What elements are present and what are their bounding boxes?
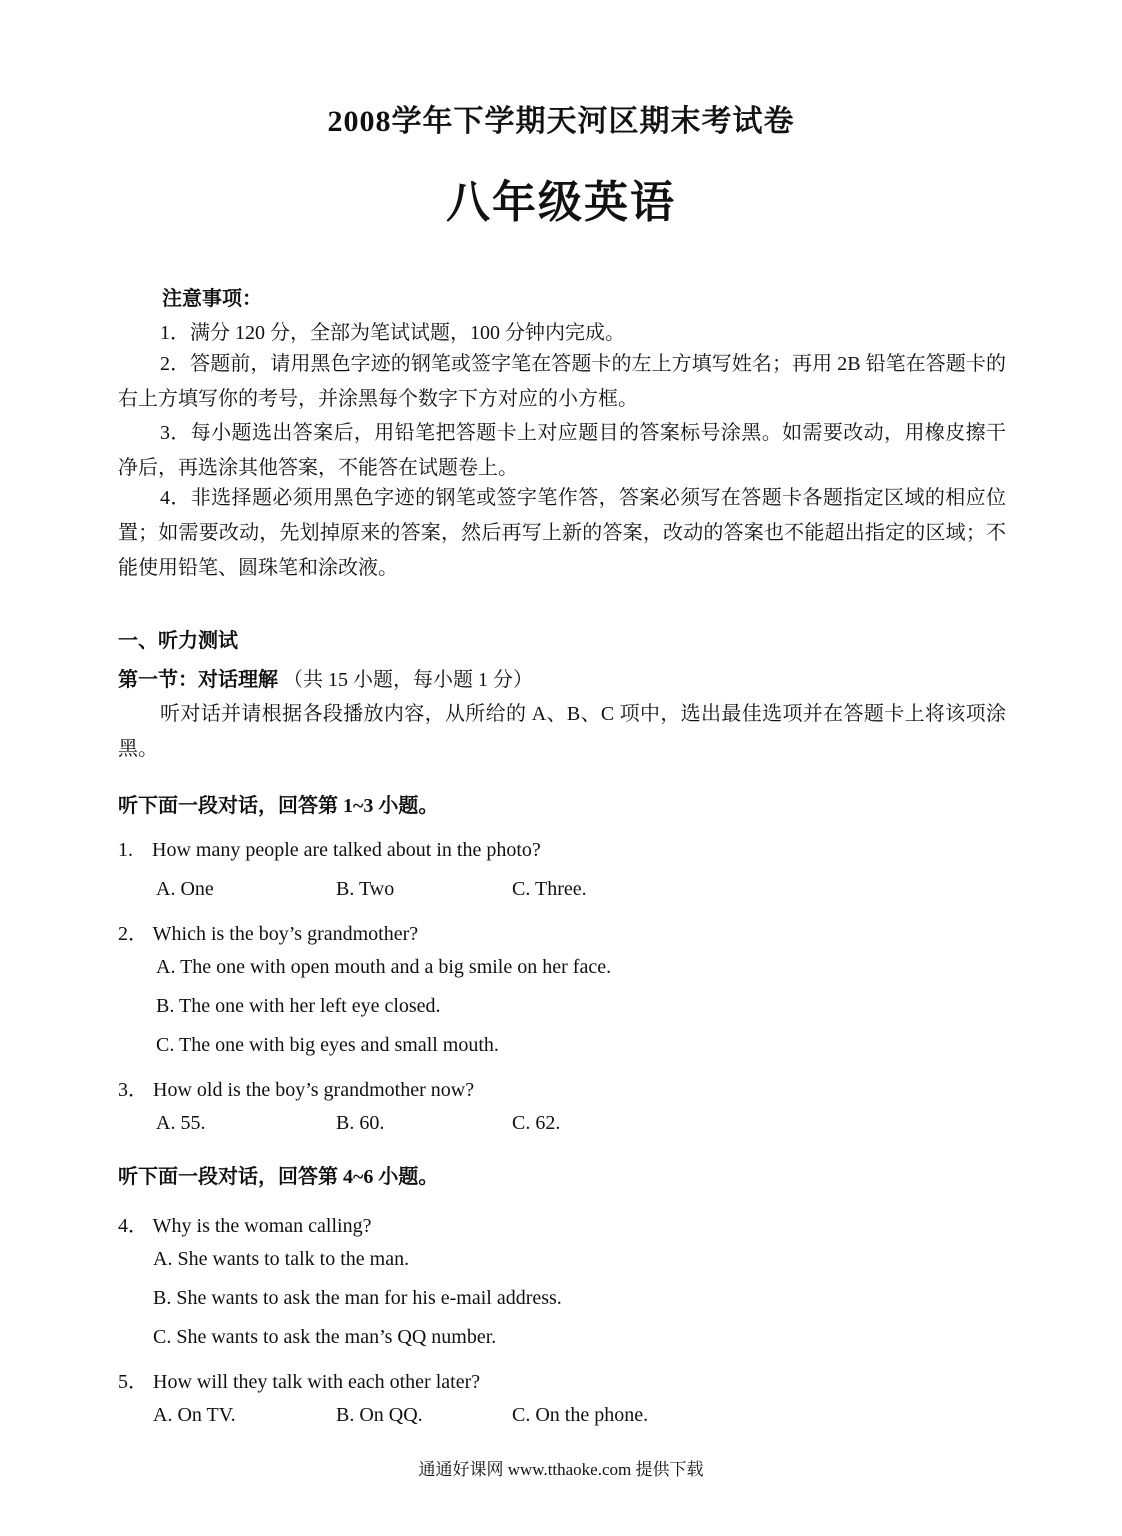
question-4 — [118, 1209, 371, 1238]
option-3b: B. 60. — [336, 1112, 385, 1134]
question-number: 2． — [118, 923, 148, 945]
question-text: How old is the boy’s grandmother now? — [153, 1079, 475, 1101]
option-1a: A. One — [156, 878, 214, 900]
question-number: 4． — [118, 1215, 148, 1237]
question-text: Why is the woman calling? — [152, 1215, 372, 1237]
question-2 — [118, 917, 418, 946]
question-number: 3． — [118, 1079, 148, 1101]
option-4b: B. She wants to ask the man for his e-mail address. — [153, 1287, 562, 1309]
note-item-4: 4．非选择题必须用黑色字迹的钢笔或签字笔作答，答案必须写在答题卡各题指定区域的相应位置；如需要改动，先划掉原来的答案，然后再写上新的答案，改动的答案也不能超出指定的区域；不能使用铅笔、圆珠笔和涂改液。 — [118, 487, 1006, 579]
option-3a: A. 55. — [156, 1112, 206, 1134]
option-4c: C. She wants to ask the man’s QQ number. — [153, 1326, 497, 1348]
notes-heading: 注意事项： — [162, 288, 262, 310]
question-5 — [118, 1365, 480, 1394]
part1-info: （共 15 小题，每小题 1 分） — [283, 669, 533, 691]
part1-label: 第一节：对话理解 — [118, 669, 278, 691]
option-2b: B. The one with her left eye closed. — [156, 995, 441, 1017]
question-text: How many people are talked about in the photo? — [152, 839, 541, 861]
question-text: How will they talk with each other later? — [153, 1371, 481, 1393]
question-1 — [118, 839, 541, 862]
option-2a: A. The one with open mouth and a big smile on her face. — [156, 956, 612, 978]
option-1c: C. Three. — [512, 878, 587, 900]
option-5c: C. On the phone. — [512, 1404, 649, 1426]
option-5b: B. On QQ. — [336, 1404, 423, 1426]
exam-title: 2008学年下学期天河区期末考试卷 — [327, 105, 795, 138]
option-5a: A. On TV. — [153, 1404, 236, 1426]
note-item-1: 1．满分 120 分，全部为笔试试题，100 分钟内完成。 — [160, 322, 625, 344]
question-text: Which is the boy’s grandmother? — [152, 923, 419, 945]
option-1b: B. Two — [336, 878, 395, 900]
option-2c: C. The one with big eyes and small mouth. — [156, 1034, 499, 1056]
note-item-3: 3．每小题选出答案后，用铅笔把答题卡上对应题目的答案标号涂黑。如需要改动，用橡皮擦干净后，再选涂其他答案，不能答在试题卷上。 — [118, 422, 1006, 479]
page-footer: 通通好课网 www.tthaoke.com 提供下载 — [418, 1460, 704, 1479]
question-number: 5． — [118, 1371, 148, 1393]
part1-heading — [118, 663, 533, 692]
exam-subtitle: 八年级英语 — [446, 178, 676, 227]
question-3 — [118, 1073, 474, 1102]
question-number: 1. — [118, 839, 133, 861]
group-heading-1: 听下面一段对话，回答第 1~3 小题。 — [118, 795, 439, 817]
section-title: 一、听力测试 — [118, 630, 238, 652]
option-4a: A. She wants to talk to the man. — [153, 1248, 410, 1270]
listening-instructions: 听对话并请根据各段播放内容，从所给的 A、B、C 项中，选出最佳选项并在答题卡上将该项涂黑。 — [118, 703, 1006, 760]
note-item-2: 2．答题前，请用黑色字迹的钢笔或签字笔在答题卡的左上方填写姓名；再用 2B 铅笔在答题卡的右上方填写你的考号，并涂黑每个数字下方对应的小方框。 — [118, 353, 1006, 410]
option-3c: C. 62. — [512, 1112, 561, 1134]
group-heading-2: 听下面一段对话，回答第 4~6 小题。 — [118, 1166, 439, 1188]
